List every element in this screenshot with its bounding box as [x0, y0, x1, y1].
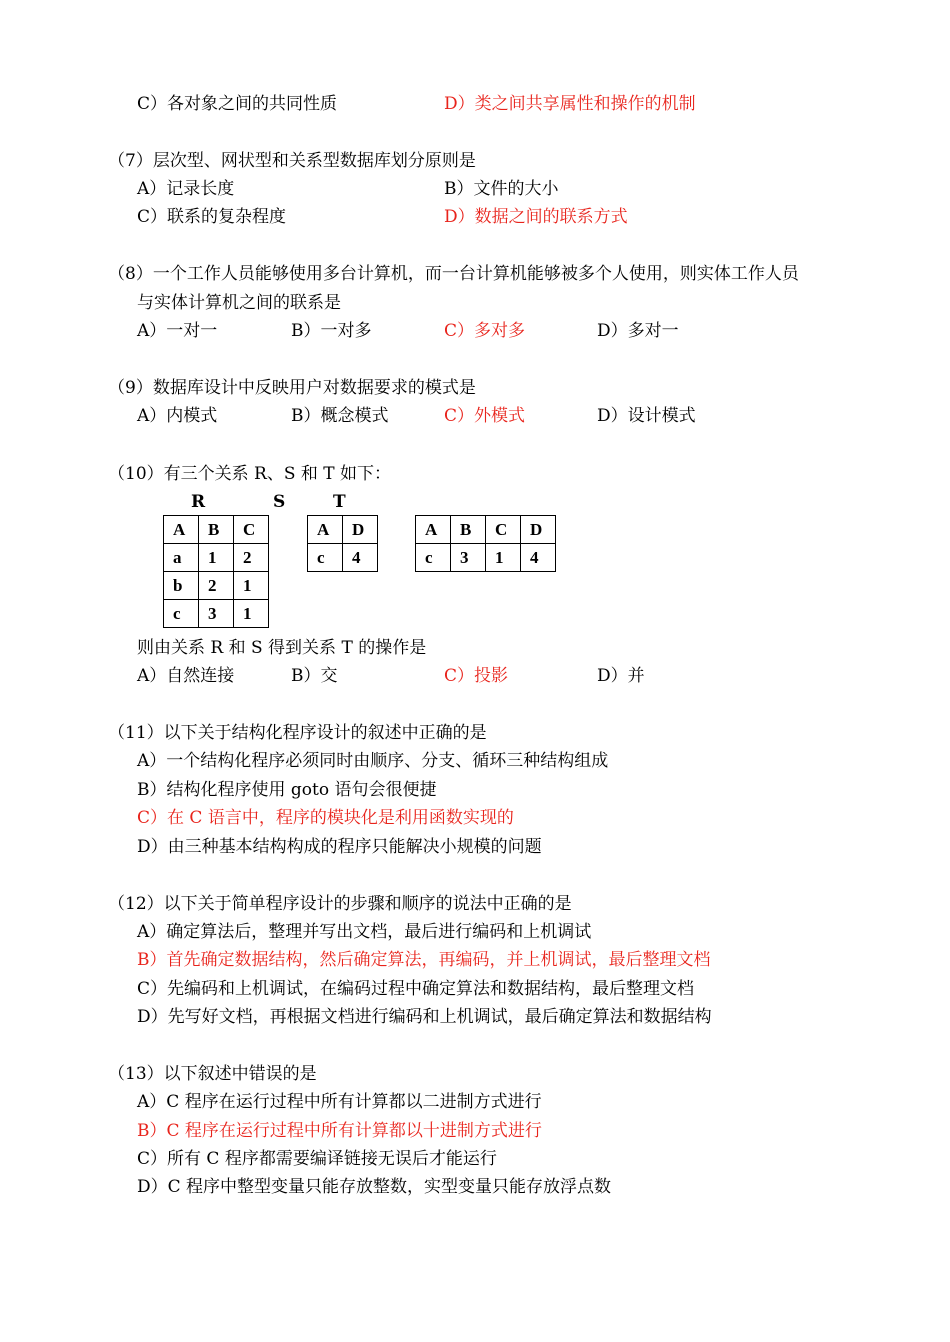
q13-stem: （13）以下叙述中错误的是: [108, 1064, 317, 1084]
relation-r-label: R: [191, 492, 206, 512]
q10-option-a: A）自然连接: [137, 666, 235, 686]
q12-option-d: D）先写好文档，再根据文档进行编码和上机调试，最后确定算法和数据结构: [137, 1007, 712, 1027]
q7-option-b: B）文件的大小: [444, 179, 559, 199]
table-cell: 4: [343, 544, 378, 572]
table-cell: b: [164, 572, 199, 600]
table-header-cell: C: [234, 516, 269, 544]
table-header-cell: C: [486, 516, 521, 544]
q7-option-a: A）记录长度: [137, 179, 235, 199]
q11-stem: （11）以下关于结构化程序设计的叙述中正确的是: [108, 723, 487, 743]
table-header-cell: D: [343, 516, 378, 544]
q8-stem-line2: 与实体计算机之间的联系是: [137, 293, 341, 313]
table-header-cell: B: [199, 516, 234, 544]
relation-t-label: T: [333, 492, 346, 512]
table-cell: 4: [521, 544, 556, 572]
table-header-cell: A: [308, 516, 343, 544]
q10-option-c-answer: C）投影: [444, 666, 509, 686]
relation-t-table: [415, 515, 556, 572]
table-cell: 1: [234, 572, 269, 600]
table-cell: a: [164, 544, 199, 572]
q8-option-c-answer: C）多对多: [444, 321, 526, 341]
q7-stem: （7）层次型、网状型和关系型数据库划分原则是: [108, 151, 476, 171]
q11-option-d: D）由三种基本结构构成的程序只能解决小规模的问题: [137, 837, 542, 857]
table-cell: c: [164, 600, 199, 628]
q13-option-b-answer: B）C 程序在运行过程中所有计算都以十进制方式进行: [137, 1121, 542, 1141]
q8-option-d: D）多对一: [597, 321, 679, 341]
q13-option-d: D）C 程序中整型变量只能存放整数，实型变量只能存放浮点数: [137, 1177, 612, 1197]
q8-option-b: B）一对多: [291, 321, 372, 341]
table-cell: 2: [199, 572, 234, 600]
q9-option-a: A）内模式: [137, 406, 218, 426]
q9-option-c-answer: C）外模式: [444, 406, 526, 426]
q8-option-a: A）一对一: [137, 321, 218, 341]
q12-option-b-answer: B）首先确定数据结构，然后确定算法，再编码，并上机调试，最后整理文档: [137, 950, 711, 970]
table-cell: c: [416, 544, 451, 572]
q8-stem-line1: （8）一个工作人员能够使用多台计算机，而一台计算机能够被多个人使用，则实体工作人员: [108, 264, 799, 284]
q7-option-c: C）联系的复杂程度: [137, 207, 287, 227]
q12-option-a: A）确定算法后，整理并写出文档，最后进行编码和上机调试: [137, 922, 592, 942]
relation-s-label: S: [273, 492, 286, 512]
q10-followup: 则由关系 R 和 S 得到关系 T 的操作是: [137, 638, 427, 658]
q6-option-c: C）各对象之间的共同性质: [137, 94, 338, 114]
relation-s-table: [307, 515, 378, 572]
q12-option-c: C）先编码和上机调试，在编码过程中确定算法和数据结构，最后整理文档: [137, 979, 695, 999]
table-cell: 1: [486, 544, 521, 572]
table-header-cell: D: [521, 516, 556, 544]
table-row: [164, 600, 269, 628]
table-header-cell: A: [164, 516, 199, 544]
q11-option-b: B）结构化程序使用 goto 语句会很便捷: [137, 780, 437, 800]
q11-option-a: A）一个结构化程序必须同时由顺序、分支、循环三种结构组成: [137, 751, 609, 771]
table-cell: 1: [234, 600, 269, 628]
table-row: [308, 544, 378, 572]
table-cell: 1: [199, 544, 234, 572]
relation-r-table: [163, 515, 269, 628]
table-header-cell: A: [416, 516, 451, 544]
table-cell: 2: [234, 544, 269, 572]
q10-option-b: B）交: [291, 666, 338, 686]
table-header-cell: B: [451, 516, 486, 544]
q11-option-c-answer: C）在 C 语言中，程序的模块化是利用函数实现的: [137, 808, 514, 828]
table-cell: 3: [451, 544, 486, 572]
table-row: [416, 544, 556, 572]
table-cell: 3: [199, 600, 234, 628]
q10-option-d: D）并: [597, 666, 645, 686]
table-cell: c: [308, 544, 343, 572]
table-row: [164, 572, 269, 600]
q12-stem: （12）以下关于简单程序设计的步骤和顺序的说法中正确的是: [108, 894, 572, 914]
q9-option-d: D）设计模式: [597, 406, 696, 426]
table-row: [164, 544, 269, 572]
q6-option-d-answer: D）类之间共享属性和操作的机制: [444, 94, 696, 114]
q9-stem: （9）数据库设计中反映用户对数据要求的模式是: [108, 378, 476, 398]
q9-option-b: B）概念模式: [291, 406, 389, 426]
q13-option-a: A）C 程序在运行过程中所有计算都以二进制方式进行: [137, 1092, 542, 1112]
q13-option-c: C）所有 C 程序都需要编译链接无误后才能运行: [137, 1149, 497, 1169]
q10-stem: （10）有三个关系 R、S 和 T 如下：: [108, 464, 392, 484]
q7-option-d-answer: D）数据之间的联系方式: [444, 207, 628, 227]
